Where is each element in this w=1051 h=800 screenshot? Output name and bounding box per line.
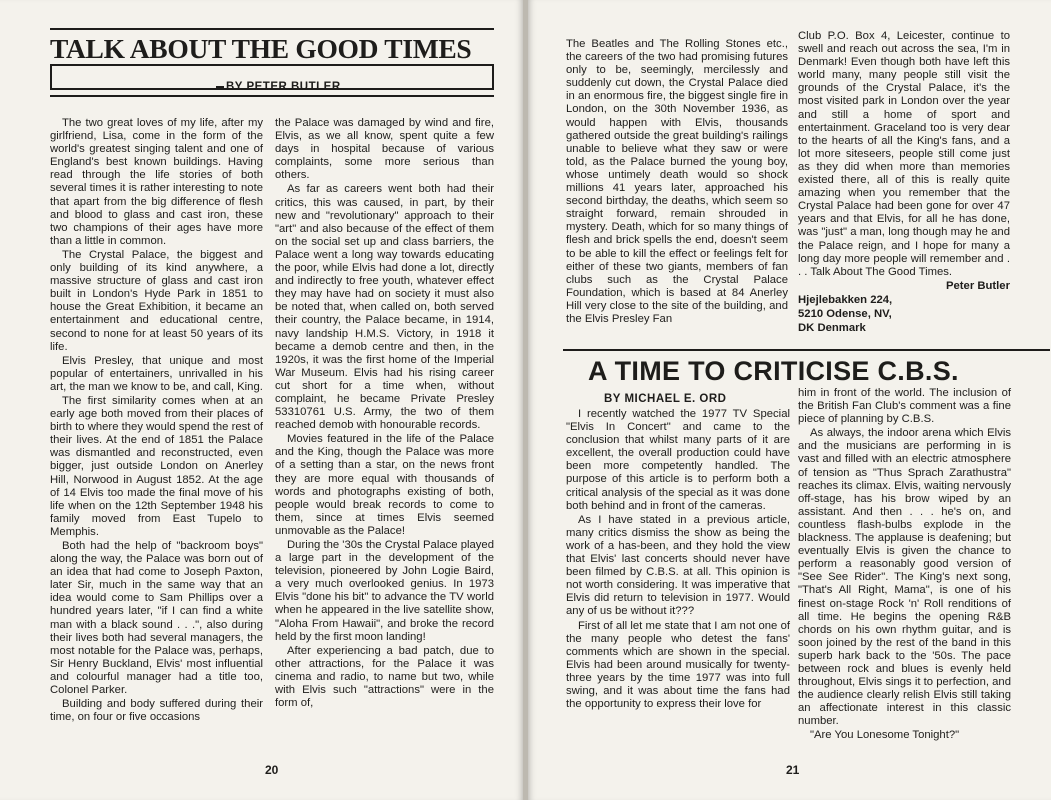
address-line: Hjejlebakken 224, — [798, 293, 893, 306]
article-byline: BY MICHAEL E. ORD — [604, 393, 727, 405]
article-title: A TIME TO CRITICISE C.B.S. — [588, 356, 959, 386]
address-line: DK Denmark — [798, 322, 866, 335]
paragraph: him in front of the world. The inclusion of the British Fan Club's comment was a fine piece of planning by C.B.S. — [798, 387, 1011, 426]
paragraph: Building and body suffered during their time, on four or five occasions — [50, 698, 263, 724]
left-page — [0, 0, 523, 800]
page-number: 20 — [265, 763, 279, 777]
paragraph: the Palace was damaged by wind and fire, Elvis, as we all know, spent quite a few days in hospital because of various complaints, some more serious than others. — [275, 117, 494, 182]
paragraph: During the '30s the Crystal Palace played a large part in the development of the television, pioneered by John Logie Baird, a very much overlooked genius. In 1973 Elvis "done his bit" to advance the TV world when he appeared in the live satellite show, "Aloha From Hawaii", and broke the record held by the first moon landing! — [275, 539, 494, 643]
paragraph: After experiencing a bad patch, due to other attractions, for the Palace it was cinema and radio, to name but two, while with Elvis such "attractions" were in the form of, — [275, 644, 494, 710]
title-top-rule — [50, 28, 494, 30]
paragraph: The first similarity comes when at an early age both moved from their places of birth to where they would spend the rest of their lives. At the end of 1851 the Palace was dismantled and reconstructed, even bigger, just outside London on Anerley Hill, Norwood in August 1852. At the age of 14 Elvis too made the final move of his life when on the 12th September 1948 his family moved from East Tupelo to Memphis. — [50, 394, 263, 538]
right-page-column-1 — [566, 38, 788, 327]
address-line: 5210 Odense, NV, — [798, 307, 892, 320]
left-page-column-2 — [275, 117, 494, 711]
article-title: TALK ABOUT THE GOOD TIMES — [50, 33, 472, 64]
paragraph: I recently watched the 1977 TV Special "Elvis In Concert" and came to the conclusion that whilst many parts of it are excellent, the overall production could have been more competently handled. The purpose of this article is to perform both a critical analysis of the special as it was done both behind and in front of the cameras. — [566, 408, 790, 512]
article-byline — [216, 81, 341, 93]
right-page-column-2 — [798, 30, 1010, 336]
paragraph: Elvis Presley, that unique and most popular of entertainers, unrivalled in his art, the man we know to be, and call, King. — [50, 354, 263, 393]
right-article-column-1 — [566, 408, 790, 712]
paragraph: Club P.O. Box 4, Leicester, continue to swell and reach out across the sea, I'm in Denmark! Even though both have left this world many, many people still visit the grounds of the Crystal Palace, it's the most visited park in London over the year and still a home of sport and entertainment. Graceland too is very dear to the hearts of all the King's fans, and a lot more siteseers, people still come just as they did when more than memories existed there, all of this is really quite amazing when you remember that the Crystal Palace had been gone for over 47 years and that Elvis, for all he has done, was "just" a man, long though may he and the Palace reign, and I hope for many a long day more people will remember and . . . Talk About The Good Times. — [798, 30, 1010, 278]
paragraph: First of all let me state that I am not one of the many people who detest the fans' comments which are shown in the special. Elvis had been around musically for twenty-three years by the time 1977 was into full swing, and it was about time the fans had the opportunity to express their love for — [566, 619, 790, 711]
paragraph: The Crystal Palace, the biggest and only building of its kind anywhere, a massive structure of glass and cast iron built in London's Hyde Park in 1851 to house the Great Exhibition, it became an entertainment and educational centre, second to none for at least 50 years of its life. — [50, 248, 263, 353]
paragraph: As always, the indoor arena which Elvis and the musicians are performing in is vast and filled with an electric atmosphere of tension as "Thus Sprach Zarathustra" reaches its climax. Elvis, waiting nervously off-stage, has his brow wiped by an assistant. And then . . . he's on, and countless flash-bulbs explode in the blackness. The applause is deafening; but eventually Elvis is given the chance to perform a reasonably good version of "See See Rider". The King's next song, "That's All Right, Mama", is one of his finest on-stage Rock 'n' Roll renditions of all time. He begins the opening R&B chords on his own rhythm guitar, and is soon joined by the rest of the band in this superb hark back to the '50s. The pace between rock and blues is evenly held throughout, Elvis sings it to perfection, and the audience clearly relish Elvis still taking an affectionate interest in this classic number. — [798, 427, 1011, 728]
paragraph: Both had the help of "backroom boys" along the way, the Palace was born out of an idea that had come to Joseph Paxton, later Sir, much in the same way that an idea would come to Sam Phillips over a hundred years later, "if I can find a white man with a black sound . . .", also during their lives both had several managers, the most notable for the Palace was, perhaps, Sir Henry Buckland, Elvis' most influential and colourful manager had a title too, Colonel Parker. — [50, 540, 263, 697]
left-page-column-1 — [50, 117, 263, 725]
paragraph: The two great loves of my life, after my girlfriend, Lisa, come in the form of the world's greatest singing talent and one of England's best known buildings. Having read through the life stories of both several times it is rather interesting to note that apart from the big difference of flesh and blood to glass and cast iron, these two champions of their ages have more than a little in common. — [50, 117, 263, 247]
author-signature: Peter Butler — [945, 279, 1010, 292]
byline-dash — [216, 86, 224, 88]
right-article-column-2 — [798, 387, 1011, 744]
article-divider — [563, 349, 1050, 351]
title-bottom-rule — [50, 95, 494, 97]
byline-text: BY PETER BUTLER — [226, 81, 341, 93]
paragraph: As far as careers went both had their critics, this was caused, in part, by their new and "revolutionary" approach to their "art" and also because of the effect of them on the social set up and class barriers, the Palace went a long way towards educating the poor, while Elvis had done a lot, directly and indirectly to free youth, whatever effect they may have had on society it must also be noted that, when called on, both served their country, the Palace became, in 1914, navy landship H.M.S. Victory, in 1918 it became a demob centre and then, in the 1920s, it was the first home of the Imperial War Museum. Elvis had his rising career cut short for a time when, without complaint, he became Private Presley 53310761 U.S. Army, the two of them reached demob with honourable records. — [275, 183, 494, 432]
paragraph: "Are You Lonesome Tonight?" — [810, 729, 960, 742]
right-page — [528, 0, 1051, 800]
paragraph: Movies featured in the life of the Palace and the King, though the Palace was more of a setting than a star, on the news front they are more equal with thousands of words and photographs existing of both, people would break records to come to them, since at times Elvis seemed unmovable as the Palace! — [275, 433, 494, 537]
page-number: 21 — [786, 763, 800, 777]
paragraph: The Beatles and The Rolling Stones etc., the careers of the two had promising futures only to be, seemingly, mercilessly and suddenly cut down, the Crystal Palace died in an enormous fire, the biggest single fire in London, on the 30th November 1936, as would happen with Elvis, thousands gathered outside the great building's railings unable to believe what they saw or were told, as the Palace burned the young boy, whose untimely death would so shock millions 41 years later, approached his second birthday, the deaths, which seem so straight forward, remain shrouded in mystery. Death, which for so many things of flesh and brick spells the end, doesn't seem to be able to kill the effect or feelings felt for either of these two giants, members of fan clubs such as the Crystal Palace Foundation, which is based at 84 Anerley Hill very close to the site of the building, and the Elvis Presley Fan — [566, 38, 788, 325]
paragraph: As I have stated in a previous article, many critics dismiss the show as being the work of a has-been, and they hold the view that Elvis' last concerts should never have been filmed by C.B.S. at all. This opinion is not worth considering. It was imperative that Elvis did return to television in 1977. Would any of us be without it??? — [566, 513, 790, 618]
